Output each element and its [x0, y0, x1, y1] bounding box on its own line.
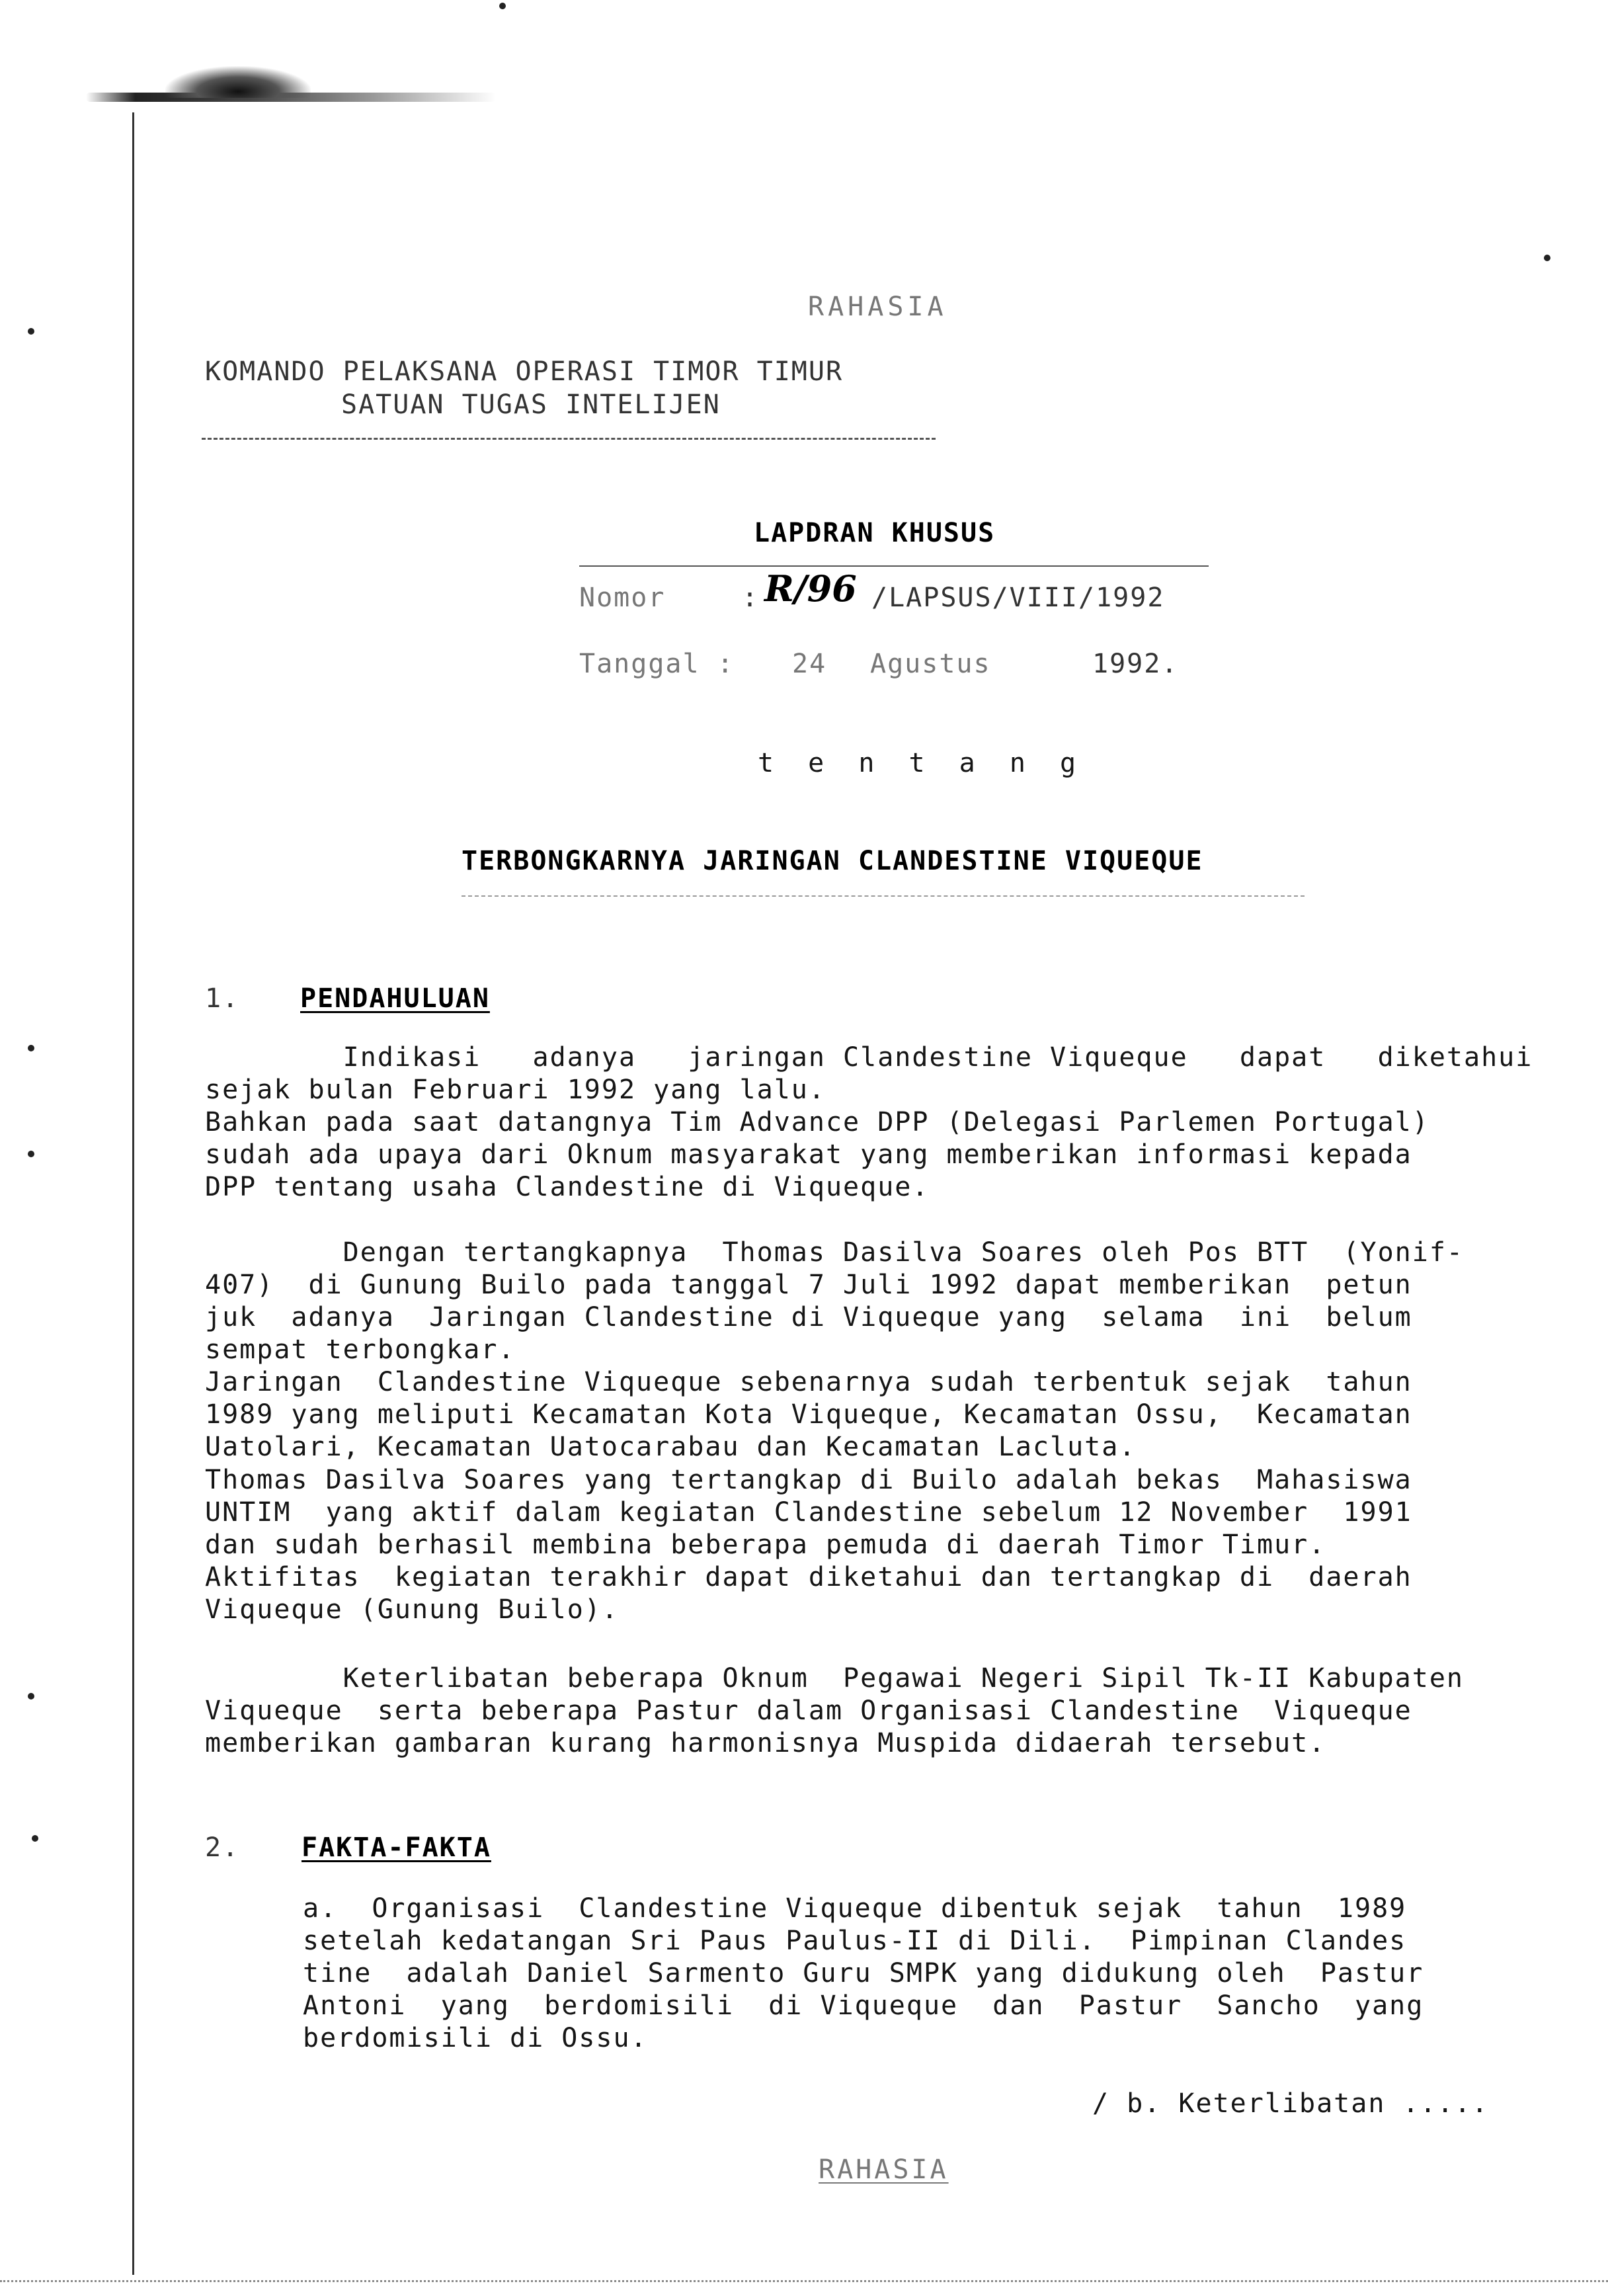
section2-line: setelah kedatangan Sri Paus Paulus-II di Dili. Pimpinan Clandes — [303, 1926, 1407, 1956]
section2-number: 2. — [205, 1832, 240, 1863]
section2-heading: FAKTA-FAKTA — [302, 1832, 491, 1863]
scan-smudge-blob — [165, 66, 311, 98]
speck — [499, 3, 506, 9]
section1-line: sudah ada upaya dari Oknum masyarakat yang memberikan informasi kepada — [205, 1139, 1412, 1170]
section2-line: a. Organisasi Clandestine Viqueque dibentuk sejak tahun 1989 — [303, 1893, 1407, 1924]
section1-line: Thomas Dasilva Soares yang tertangkap di Builo adalah bekas Mahasiswa — [205, 1465, 1412, 1495]
section1-line: 407) di Gunung Builo pada tanggal 7 Juli 1992 dapat memberikan petun — [205, 1270, 1412, 1300]
org-line-2: SATUAN TUGAS INTELIJEN — [341, 390, 721, 420]
section1-line: 1989 yang meliputi Kecamatan Kota Viqueque, Kecamatan Ossu, Kecamatan — [205, 1399, 1412, 1430]
section2-line: berdomisili di Ossu. — [303, 2023, 648, 2053]
section1-line: sempat terbongkar. — [205, 1334, 516, 1365]
tanggal-month: Agustus — [870, 649, 991, 679]
nomor-separator: : — [742, 583, 760, 613]
section1-line: Aktifitas kegiatan terakhir dapat diketahui dan tertangkap di daerah — [205, 1562, 1412, 1592]
speck — [28, 1693, 34, 1700]
section1-line: DPP tentang usaha Clandestine di Viqueque. — [205, 1172, 930, 1202]
subject-rule — [462, 895, 1305, 897]
speck — [28, 1151, 34, 1157]
section1-number: 1. — [205, 983, 240, 1014]
section1-line: UNTIM yang aktif dalam kegiatan Clandestine sebelum 12 November 1991 — [205, 1497, 1412, 1528]
title-rule — [579, 565, 1209, 567]
section1-line: Viqueque serta beberapa Pastur dalam Organisasi Clandestine Viqueque — [205, 1696, 1412, 1726]
section2-line: Antoni yang berdomisili di Viqueque dan Pastur Sancho yang — [303, 1990, 1424, 2021]
tanggal-day: 24 — [792, 649, 827, 679]
section1-line: sejak bulan Februari 1992 yang lalu. — [205, 1075, 826, 1105]
section2-line: tine adalah Daniel Sarmento Guru SMPK yang didukung oleh Pastur — [303, 1958, 1424, 1988]
section1-line: Keterlibatan beberapa Oknum Pegawai Negeri Sipil Tk-II Kabupaten — [205, 1663, 1464, 1694]
tanggal-year: 1992. — [1092, 649, 1179, 679]
report-subject: TERBONGKARNYA JARINGAN CLANDESTINE VIQUEQUE — [462, 846, 1203, 876]
section1-heading: PENDAHULUAN — [300, 983, 490, 1014]
speck — [1544, 255, 1550, 261]
tanggal-label: Tanggal : — [579, 649, 735, 679]
nomor-label: Nomor — [579, 583, 666, 613]
header-rule — [202, 438, 936, 440]
section1-line: juk adanya Jaringan Clandestine di Viqueque yang selama ini belum — [205, 1302, 1412, 1332]
org-line-1: KOMANDO PELAKSANA OPERASI TIMOR TIMUR — [205, 356, 844, 387]
bottom-scan-edge — [0, 2280, 1608, 2282]
section1-line: dan sudah berhasil membina beberapa pemuda di daerah Timor Timur. — [205, 1530, 1326, 1560]
classification-top: RAHASIA — [808, 292, 947, 322]
section1-line: Viqueque (Gunung Builo). — [205, 1594, 619, 1625]
report-title: LAPDRAN KHUSUS — [754, 518, 996, 548]
section1-line: Bahkan pada saat datangnya Tim Advance DPP (Delegasi Parlemen Portugal) — [205, 1107, 1429, 1137]
continuation-note: / b. Keterlibatan ..... — [1092, 2088, 1489, 2119]
section1-line: Dengan tertangkapnya Thomas Dasilva Soares oleh Pos BTT (Yonif- — [205, 1237, 1464, 1268]
speck — [32, 1835, 38, 1842]
section1-line: Indikasi adanya jaringan Clandestine Viqueque dapat diketahui — [205, 1042, 1533, 1073]
left-margin-line — [132, 112, 134, 2275]
section1-line: Jaringan Clandestine Viqueque sebenarnya sudah terbentuk sejak tahun — [205, 1367, 1412, 1397]
speck — [28, 1045, 34, 1051]
section1-line: memberikan gambaran kurang harmonisnya Muspida didaerah tersebut. — [205, 1728, 1326, 1758]
tentang: t e n t a n g — [758, 748, 1086, 778]
speck — [28, 328, 34, 335]
classification-bottom: RAHASIA — [819, 2154, 949, 2185]
section1-line: Uatolari, Kecamatan Uatocarabau dan Kecamatan Lacluta. — [205, 1432, 1137, 1462]
nomor-suffix: /LAPSUS/VIII/1992 — [871, 583, 1165, 613]
nomor-handwritten: R/96 — [764, 567, 857, 610]
